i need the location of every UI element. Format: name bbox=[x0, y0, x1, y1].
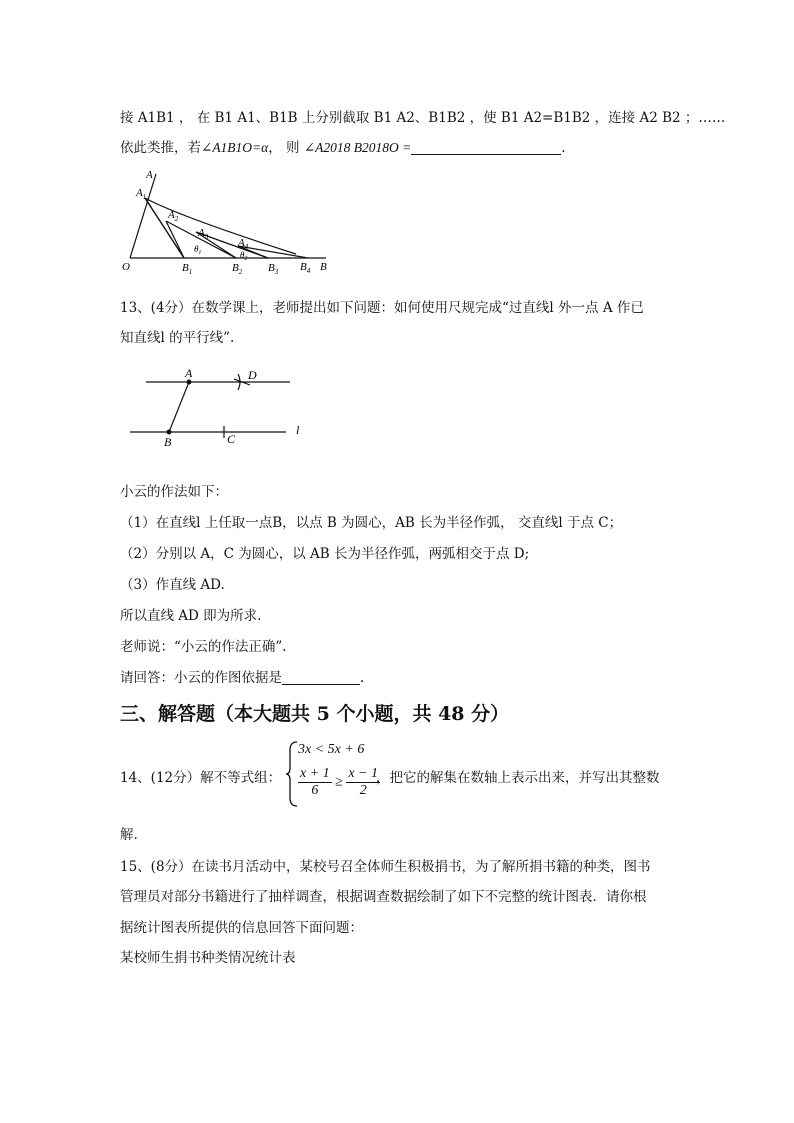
q14-frac-2-num: x − 1 bbox=[348, 766, 379, 781]
q13-step-3: （3）作直线 AD. bbox=[120, 577, 225, 593]
fig1-label-B4: $B_4$ bbox=[300, 261, 311, 275]
fig1-label-A1: $A_1$ bbox=[136, 187, 147, 201]
q14-brace bbox=[285, 740, 299, 808]
q14-prefix: 14、(12分）解不等式组： bbox=[120, 770, 282, 786]
q13-answer-blank bbox=[282, 670, 360, 685]
q15-table-title: 某校师生捐书种类情况统计表 bbox=[120, 950, 296, 966]
q15-line-1: 15、(8分）在读书月活动中，某校号召全体师生积极捐书，为了解所捐书籍的种类，图书 bbox=[120, 859, 651, 875]
q13-step-1: （1）在直线l 上任取一点B，以点 B 为圆心，AB 长为半径作弧， 交直线l 于点 C； bbox=[120, 515, 623, 531]
q15-line-3: 据统计图表所提供的信息回答下面问题： bbox=[120, 920, 363, 936]
q12-line-2-prefix: 依此类推，若∠ bbox=[120, 140, 213, 156]
fig1-label-theta1: $\theta_1$ bbox=[194, 244, 202, 256]
q14-ineq-1: 3x < 5x + 6 bbox=[298, 742, 365, 757]
fig2-label-C: C bbox=[227, 432, 236, 446]
fig2-label-l: l bbox=[296, 423, 300, 437]
q12-line-2-end: . bbox=[561, 140, 566, 156]
q13-question-text: 请回答：小云的作图依据是 bbox=[120, 670, 282, 686]
fig2-point-A bbox=[187, 380, 192, 385]
q14-frac-1 bbox=[298, 766, 332, 799]
fig1-label-A4: $A_4$ bbox=[238, 237, 249, 251]
fig1-label-B2: $B_2$ bbox=[232, 262, 243, 276]
q15-line-2: 管理员对部分书籍进行了抽样调查，根据调查数据绘制了如下不完整的统计图表．请你根 bbox=[120, 889, 647, 905]
fig1-label-B1: $B_1$ bbox=[182, 262, 193, 276]
fig1-label-A: A bbox=[146, 169, 153, 181]
section-3-title: 三、解答题（本大题共 5 个小题，共 48 分） bbox=[120, 703, 510, 725]
q13-step-2: （2）分别以 A，C 为圆心，以 AB 长为半径作弧，两弧相交于点 D; bbox=[120, 546, 530, 562]
q14-frac-2 bbox=[346, 766, 380, 799]
fig2-label-B: B bbox=[164, 435, 172, 449]
q12-line-1-text: 接 A1B1 ， 在 B1 A1、B1B 上分别截取 B1 A2、B1B2 ，使 B1 A2=B1B2 ，连接 A2 B2 ；…… bbox=[120, 110, 726, 126]
q13-conclusion: 所以直线 AD 即为所求. bbox=[120, 608, 262, 624]
fig1-label-A3: $A_3$ bbox=[198, 227, 209, 241]
q14-suffix: ，把它的解集在数轴上表示出来，并写出其整数 bbox=[376, 770, 660, 786]
q12-line-1 bbox=[120, 106, 725, 126]
fig1-label-B: B bbox=[320, 261, 327, 273]
q14-relation: ≥ bbox=[335, 774, 343, 790]
fig1-label-B3: $B_3$ bbox=[268, 262, 279, 276]
fig2-label-D: D bbox=[248, 368, 257, 382]
q14-frac-2-den: 2 bbox=[359, 783, 367, 798]
figure-triangle-sequence bbox=[118, 166, 338, 276]
q12-angle-given: A1B1O=α bbox=[212, 140, 269, 155]
q13-line-1: 13、(4分）在数学课上，老师提出如下问题：如何使用尺规完成“过直线l 外一点 A 作已 bbox=[120, 300, 644, 316]
fig1-label-theta2: $\theta_2$ bbox=[240, 250, 248, 262]
fig1-label-A2: $A_2$ bbox=[168, 209, 179, 223]
figure-parallel-construction bbox=[126, 366, 316, 450]
fig2-label-A: A bbox=[185, 366, 193, 380]
q14-frac-1-den: 6 bbox=[311, 783, 319, 798]
q14-line-2: 解. bbox=[120, 827, 138, 843]
fig2-point-B bbox=[167, 430, 172, 435]
q12-line-2 bbox=[120, 136, 566, 156]
q12-angle-asked: A2018 B2018O = bbox=[315, 140, 412, 155]
q12-answer-blank bbox=[411, 140, 561, 155]
q13-teacher: 老师说：“小云的作法正确”. bbox=[120, 639, 287, 655]
q14-ineq-2 bbox=[298, 766, 380, 799]
q13-question: 请回答：小云的作图依据是 . bbox=[120, 670, 365, 686]
q14-frac-1-num: x + 1 bbox=[300, 766, 330, 781]
fig1-label-O: O bbox=[122, 261, 130, 273]
q13-line-2: 知直线l 的平行线”. bbox=[120, 330, 235, 346]
q12-line-2-mid: ， 则 ∠ bbox=[268, 140, 316, 156]
q13-intro: 小云的作法如下： bbox=[120, 484, 228, 500]
